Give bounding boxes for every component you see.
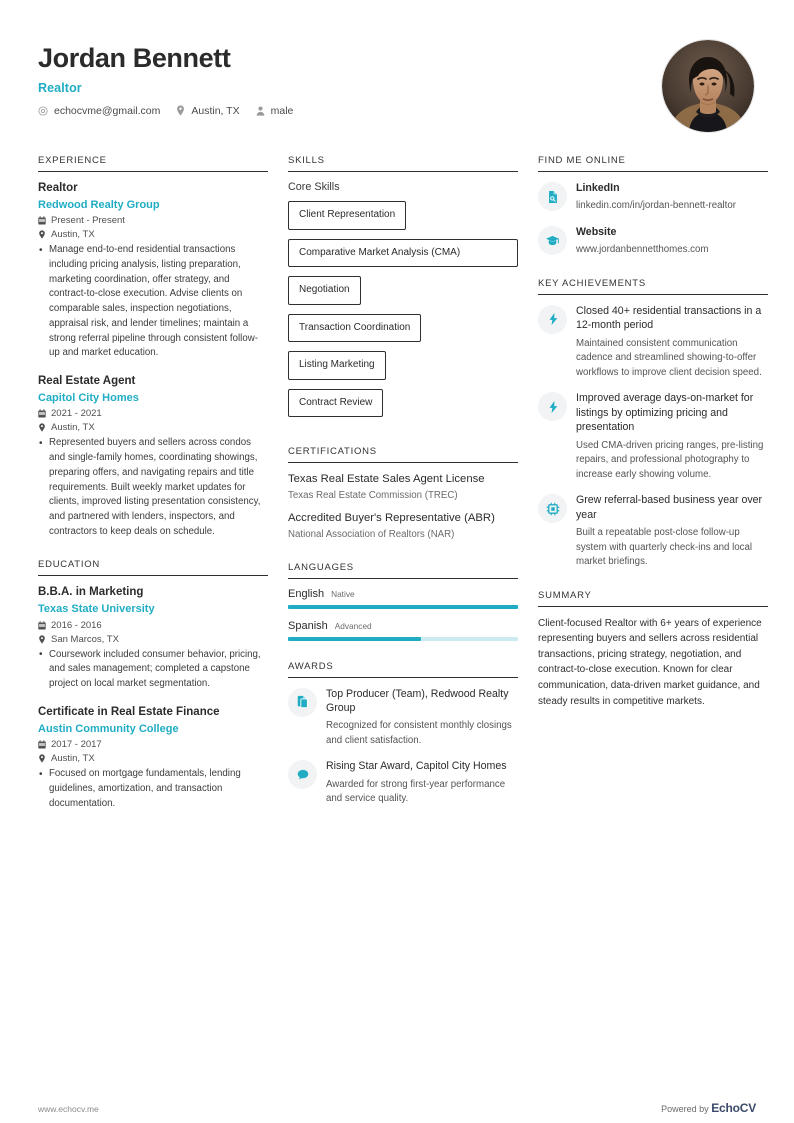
location-pin-icon xyxy=(38,754,46,763)
calendar-icon xyxy=(38,740,46,749)
section-education xyxy=(38,559,268,811)
award-body xyxy=(326,759,518,807)
experience-bullets xyxy=(38,436,268,539)
skill-row xyxy=(288,201,518,239)
experience-location-text: Austin, TX xyxy=(51,229,95,241)
experience-dates xyxy=(38,215,268,226)
online-profile-url[interactable]: www.jordanbennetthomes.com xyxy=(576,244,709,256)
education-entry xyxy=(38,705,268,811)
achievement-description: Used CMA-driven pricing ranges, pre-listing repairs, and professional photography to increase early showing volume. xyxy=(576,439,764,480)
achievement-body xyxy=(576,304,768,380)
education-location xyxy=(38,634,268,645)
skill-row xyxy=(288,314,518,352)
column-right xyxy=(538,155,768,831)
column-left xyxy=(38,155,268,831)
skill-chip[interactable]: Comparative Market Analysis (CMA) xyxy=(288,239,518,268)
education-dates xyxy=(38,620,268,631)
online-profile-url[interactable]: linkedin.com/in/jordan-bennett-realtor xyxy=(576,200,736,212)
footer-powered-by xyxy=(661,1101,756,1115)
skill-row xyxy=(288,276,518,314)
experience-dates xyxy=(38,408,268,419)
header-text-block xyxy=(38,40,293,117)
language-item xyxy=(288,588,518,609)
section-find-me-online xyxy=(538,155,768,258)
language-name: English xyxy=(288,587,325,600)
language-progress-track xyxy=(288,637,518,641)
section-title-find-me-online: FIND ME ONLINE xyxy=(538,155,626,166)
contact-location-text: Austin, TX xyxy=(191,104,240,117)
person-icon xyxy=(256,106,265,116)
achievement-name: Closed 40+ residential transactions in a 12-month period xyxy=(576,304,762,332)
education-dates-text: 2016 - 2016 xyxy=(51,619,102,631)
experience-role: Realtor xyxy=(38,182,78,194)
education-dates-text: 2017 - 2017 xyxy=(51,739,102,751)
brand-name: EchoCV xyxy=(711,1101,756,1115)
avatar xyxy=(662,40,754,132)
experience-company: Redwood Realty Group xyxy=(38,198,160,211)
lightning-bolt-icon xyxy=(538,305,567,334)
online-profile-body xyxy=(576,225,768,258)
location-pin-icon xyxy=(176,105,185,116)
award-description: Awarded for strong first-year performance and service quality. xyxy=(326,778,506,805)
award-item xyxy=(288,759,518,807)
location-pin-icon xyxy=(38,230,46,239)
contact-gender xyxy=(256,105,294,117)
section-divider xyxy=(288,462,518,463)
section-title-languages: LANGUAGES xyxy=(288,561,354,573)
language-item xyxy=(288,620,518,641)
section-divider xyxy=(538,294,768,295)
achievement-item xyxy=(538,493,768,569)
experience-dates-text: 2021 - 2021 xyxy=(51,408,102,420)
experience-bullets xyxy=(38,243,268,361)
section-title-summary: SUMMARY xyxy=(538,589,592,601)
skill-row xyxy=(288,239,518,268)
education-dates xyxy=(38,739,268,750)
experience-entry xyxy=(38,181,268,361)
section-divider xyxy=(38,575,268,576)
certification-item xyxy=(288,472,518,502)
skill-chip[interactable]: Client Representation xyxy=(288,201,406,230)
copy-document-icon xyxy=(288,688,317,717)
calendar-icon xyxy=(38,216,46,225)
section-skills xyxy=(288,155,518,426)
job-role-subtitle: Realtor xyxy=(38,80,82,95)
education-location-text: San Marcos, TX xyxy=(51,633,119,645)
resume-columns xyxy=(38,155,764,831)
email-icon xyxy=(38,106,48,116)
experience-location xyxy=(38,422,268,433)
language-head xyxy=(288,620,518,632)
experience-role: Real Estate Agent xyxy=(38,375,136,388)
award-name: Rising Star Award, Capitol City Homes xyxy=(326,760,507,773)
section-divider xyxy=(538,171,768,172)
avatar-photo xyxy=(662,40,754,132)
page-title: Jordan Bennett xyxy=(38,43,231,73)
file-document-icon xyxy=(538,182,567,211)
language-progress-track xyxy=(288,605,518,609)
certification-issuer: Texas Real Estate Commission (TREC) xyxy=(288,489,458,501)
certification-item xyxy=(288,511,518,541)
section-awards xyxy=(288,661,518,807)
contact-gender-text: male xyxy=(270,104,294,117)
experience-dates-text: Present - Present xyxy=(51,215,125,227)
education-location xyxy=(38,753,268,764)
contact-email xyxy=(38,105,160,117)
education-degree: B.B.A. in Marketing xyxy=(38,586,144,599)
contact-row xyxy=(38,105,293,117)
chat-bubble-icon xyxy=(288,760,317,789)
skill-chip[interactable]: Contract Review xyxy=(288,389,383,418)
education-bullets xyxy=(38,767,268,811)
language-level: Advanced xyxy=(334,620,372,631)
certification-name: Texas Real Estate Sales Agent License xyxy=(288,473,485,485)
section-divider xyxy=(288,171,518,172)
section-divider xyxy=(288,578,518,579)
bullet-item: • Focused on mortgage fundamentals, lending guidelines, amortization, and transaction documentation. xyxy=(38,767,268,811)
education-school: Texas State University xyxy=(38,603,155,616)
bullet-item: • Coursework included consumer behavior, pricing, and sales management; completed a capstone project on local market segmentation. xyxy=(38,648,268,692)
section-certifications xyxy=(288,446,518,542)
section-languages xyxy=(288,562,518,641)
experience-location xyxy=(38,229,268,240)
online-profile-item[interactable] xyxy=(538,181,768,214)
footer-powered-label: Powered by xyxy=(661,1104,709,1114)
contact-email-text: echocvme@gmail.com xyxy=(54,104,161,117)
education-bullets xyxy=(38,648,268,692)
graduation-cap-icon xyxy=(538,226,567,255)
footer-website[interactable]: www.echocv.me xyxy=(38,1104,99,1114)
section-title-certifications: CERTIFICATIONS xyxy=(288,446,377,457)
section-divider xyxy=(38,171,268,172)
online-profile-item[interactable] xyxy=(538,225,768,258)
section-title-education: EDUCATION xyxy=(38,559,100,571)
bullet-item: • Represented buyers and sellers across condos and single-family homes, coordinating showings, preparing offers, and navigating repairs and title requirements. Built weekly market updates for clients, improved listing presentation consistency, and partnered with lenders, inspectors, and contractors to keep deals on schedule. xyxy=(38,436,268,539)
skill-chip[interactable]: Negotiation xyxy=(288,276,361,305)
language-head xyxy=(288,588,518,600)
section-title-key-achievements: KEY ACHIEVEMENTS xyxy=(538,277,646,289)
achievement-description: Maintained consistent communication cadence and streamlined showing-to-offer workflows to improve client decision speed. xyxy=(576,337,762,378)
certification-issuer: National Association of Realtors (NAR) xyxy=(288,528,455,540)
language-progress-fill xyxy=(288,637,421,641)
achievement-description: Built a repeatable post-close follow-up system with quarterly check-ins and local market briefings. xyxy=(576,527,753,568)
section-summary xyxy=(538,590,768,710)
resume-header xyxy=(38,40,756,132)
column-middle xyxy=(288,155,518,831)
education-degree: Certificate in Real Estate Finance xyxy=(38,705,220,718)
award-body xyxy=(326,687,518,749)
location-pin-icon xyxy=(38,423,46,432)
education-location-text: Austin, TX xyxy=(51,753,95,765)
section-key-achievements xyxy=(538,278,768,570)
education-entry xyxy=(38,585,268,691)
experience-company: Capitol City Homes xyxy=(38,392,139,405)
section-divider xyxy=(538,606,768,607)
bullet-item: • Manage end-to-end residential transactions including pricing analysis, listing preparation, marketing coordination, offer strategy, and contract-to-close execution. Advise clients on comparable sales, inspection negotiations, appraisal risk, and lender timelines; maintain a strong referral pipeline through consistent follow-up and market education. xyxy=(38,243,268,361)
language-progress-fill xyxy=(288,605,518,609)
skill-row xyxy=(288,351,518,389)
chip-icon xyxy=(538,494,567,523)
achievement-item xyxy=(538,304,768,380)
award-description: Recognized for consistent monthly closings and client satisfaction. xyxy=(326,720,512,746)
section-experience xyxy=(38,155,268,539)
skill-chip[interactable]: Listing Marketing xyxy=(288,351,386,380)
section-title-awards: AWARDS xyxy=(288,660,334,672)
achievement-item xyxy=(538,391,768,482)
education-school: Austin Community College xyxy=(38,722,179,735)
section-title-experience: EXPERIENCE xyxy=(38,155,107,166)
calendar-icon xyxy=(38,621,46,630)
location-pin-icon xyxy=(38,635,46,644)
online-profile-label: Website xyxy=(576,225,617,238)
online-profile-label: LinkedIn xyxy=(576,182,620,194)
skills-group-label: Core Skills xyxy=(288,181,340,193)
experience-location-text: Austin, TX xyxy=(51,422,95,434)
language-level: Native xyxy=(331,588,355,599)
certification-name: Accredited Buyer's Representative (ABR) xyxy=(288,512,495,525)
calendar-icon xyxy=(38,409,46,418)
lightning-bolt-icon xyxy=(538,392,567,421)
contact-location xyxy=(176,105,239,117)
summary-text: Client-focused Realtor with 6+ years of experience representing buyers and sellers across residential transactions, pricing strategy, negotiation, and contract-to-close execution. Known for clear communication, data-driven market guidance, and steady results in competitive markets. xyxy=(538,617,762,707)
section-divider xyxy=(288,677,518,678)
language-name: Spanish xyxy=(288,619,328,632)
skill-chip[interactable]: Transaction Coordination xyxy=(288,314,421,343)
experience-entry xyxy=(38,374,268,539)
achievement-body xyxy=(576,493,768,569)
section-title-skills: SKILLS xyxy=(288,155,325,166)
page-footer xyxy=(38,1101,756,1115)
achievement-name: Improved average days-on-market for listings by optimizing pricing and presentation xyxy=(576,392,754,434)
award-item xyxy=(288,687,518,749)
award-name: Top Producer (Team), Redwood Realty Group xyxy=(326,687,509,714)
achievement-name: Grew referral-based business year over year xyxy=(576,494,763,521)
achievement-body xyxy=(576,391,768,482)
skill-row xyxy=(288,389,518,427)
online-profile-body xyxy=(576,181,768,214)
